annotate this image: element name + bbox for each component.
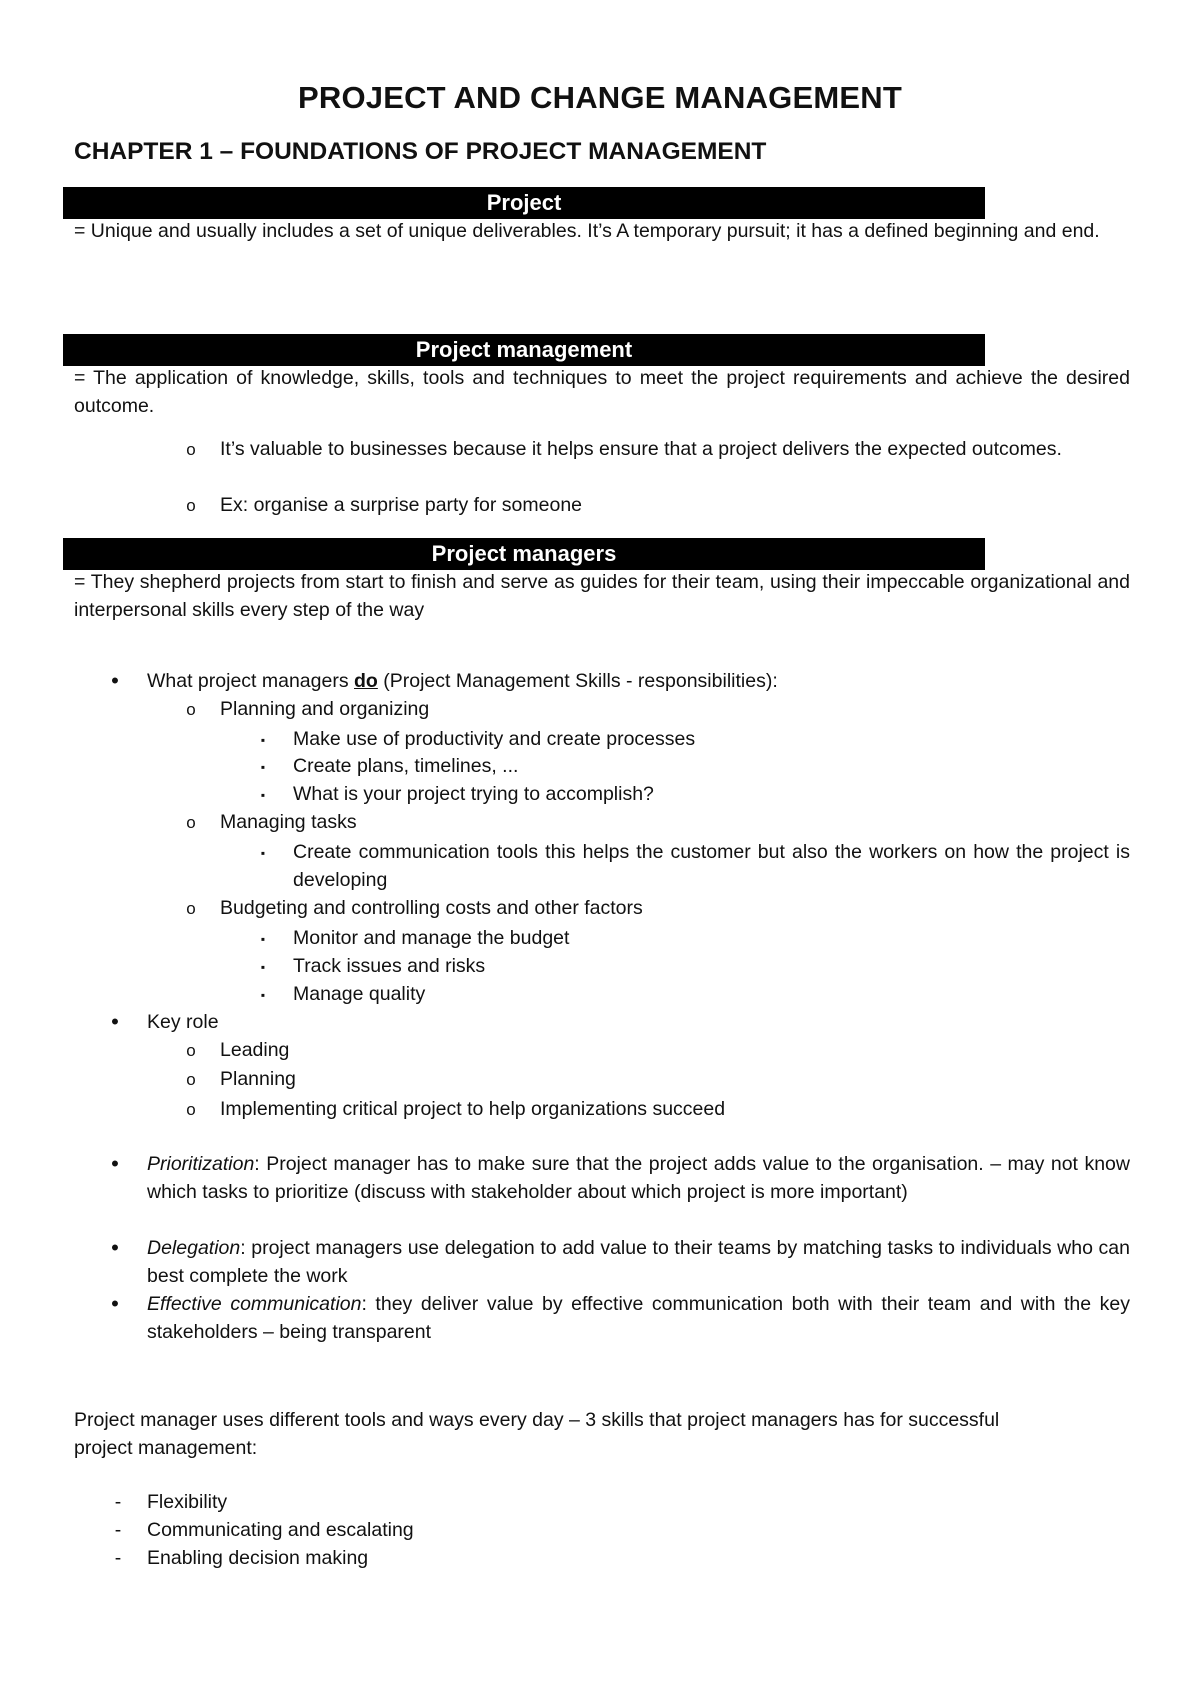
text-prioritization: : Project manager has to make sure that the project adds value to the organisation. – may not know which tasks to prioritize (discuss with stakeholder about which project is more important) — [147, 1153, 1130, 1203]
bullet-icon: • — [111, 1291, 119, 1316]
dash-bullet-icon: - — [114, 1491, 122, 1513]
square-bullet-icon: ▪ — [260, 932, 266, 946]
circle-bullet-icon: o — [186, 1041, 196, 1060]
square-bullet-icon: ▪ — [260, 988, 266, 1002]
term-prioritization: Prioritization — [147, 1153, 255, 1175]
list-item: Create plans, timelines, ... — [293, 755, 519, 777]
term-effective-communication: Effective communication — [147, 1293, 362, 1315]
text-delegation: : project managers use delegation to add value to their teams by matching tasks to individuals who can best complete the work — [147, 1237, 1130, 1287]
square-bullet-icon: ▪ — [260, 960, 266, 974]
list-item: Manage quality — [293, 983, 426, 1005]
circle-bullet-icon: o — [186, 1100, 196, 1119]
bullet-icon: • — [111, 1151, 119, 1176]
section-bar-project-management: Project management — [63, 334, 985, 366]
project-management-definition: = The application of knowledge, skills, tools and techniques to meet the project requirements and achieve the desired outcome. — [74, 367, 1130, 417]
square-bullet-icon: ▪ — [260, 788, 266, 802]
circle-bullet-icon: o — [186, 813, 196, 832]
circle-bullet-icon: o — [186, 440, 196, 459]
circle-bullet-icon: o — [186, 700, 196, 719]
project-definition: = Unique and usually includes a set of unique deliverables. It’s A temporary pursuit; it has a defined beginning and end. — [74, 220, 1100, 242]
list-item: Ex: organise a surprise party for someone — [220, 494, 583, 516]
square-bullet-icon: ▪ — [260, 846, 266, 860]
section-bar-project: Project — [63, 187, 985, 219]
list-item: Key role — [147, 1011, 219, 1033]
section-bar-project-managers: Project managers — [63, 538, 985, 570]
skills-intro: Project manager uses different tools and ways every day – 3 skills that project managers has for successful project management: — [74, 1409, 1000, 1459]
list-item: Track issues and risks — [293, 955, 486, 977]
list-item: What is your project trying to accomplish? — [293, 783, 654, 805]
dash-bullet-icon: - — [114, 1547, 122, 1569]
list-item: Managing tasks — [220, 811, 357, 833]
what-pm-do-prefix: What project managers — [147, 670, 355, 692]
what-pm-do-suffix: (Project Management Skills - responsibilities): — [377, 670, 778, 692]
list-item: Monitor and manage the budget — [293, 927, 570, 949]
term-delegation: Delegation — [147, 1237, 241, 1259]
list-item-effective-communication — [147, 1290, 1130, 1346]
list-item-delegation — [147, 1234, 1130, 1290]
circle-bullet-icon: o — [186, 1070, 196, 1089]
chapter-heading: CHAPTER 1 – FOUNDATIONS OF PROJECT MANAGEMENT — [74, 138, 767, 165]
list-item: Communicating and escalating — [147, 1519, 414, 1541]
list-item: Implementing critical project to help organizations succeed — [220, 1098, 726, 1120]
list-item-prioritization — [147, 1150, 1130, 1206]
circle-bullet-icon: o — [186, 496, 196, 515]
list-item: It’s valuable to businesses because it helps ensure that a project delivers the expected outcomes. — [220, 438, 1062, 460]
list-item: Budgeting and controlling costs and other factors — [220, 897, 643, 919]
list-item: Planning and organizing — [220, 698, 430, 720]
bullet-icon: • — [111, 1235, 119, 1260]
bullet-icon: • — [111, 668, 119, 693]
list-item: Enabling decision making — [147, 1547, 369, 1569]
text-effective-communication: : they deliver value by effective communication both with their team and with the key stakeholders – being transparent — [147, 1293, 1130, 1343]
list-item: Create communication tools this helps the customer but also the workers on how the project is developing — [293, 841, 1130, 891]
what-pm-do-emphasis: do — [354, 670, 378, 692]
list-item: Flexibility — [147, 1491, 228, 1513]
square-bullet-icon: ▪ — [260, 760, 266, 774]
list-item: Make use of productivity and create processes — [293, 728, 696, 750]
list-item: Leading — [220, 1039, 290, 1061]
circle-bullet-icon: o — [186, 899, 196, 918]
dash-bullet-icon: - — [114, 1519, 122, 1541]
document-title: PROJECT AND CHANGE MANAGEMENT — [297, 80, 902, 115]
list-item: Planning — [220, 1068, 296, 1090]
bullet-icon: • — [111, 1009, 119, 1034]
project-managers-definition: = They shepherd projects from start to finish and serve as guides for their team, using their impeccable organizational and interpersonal skills every step of the way — [74, 571, 1130, 621]
square-bullet-icon: ▪ — [260, 733, 266, 747]
list-item-what-pm-do — [147, 667, 1130, 695]
